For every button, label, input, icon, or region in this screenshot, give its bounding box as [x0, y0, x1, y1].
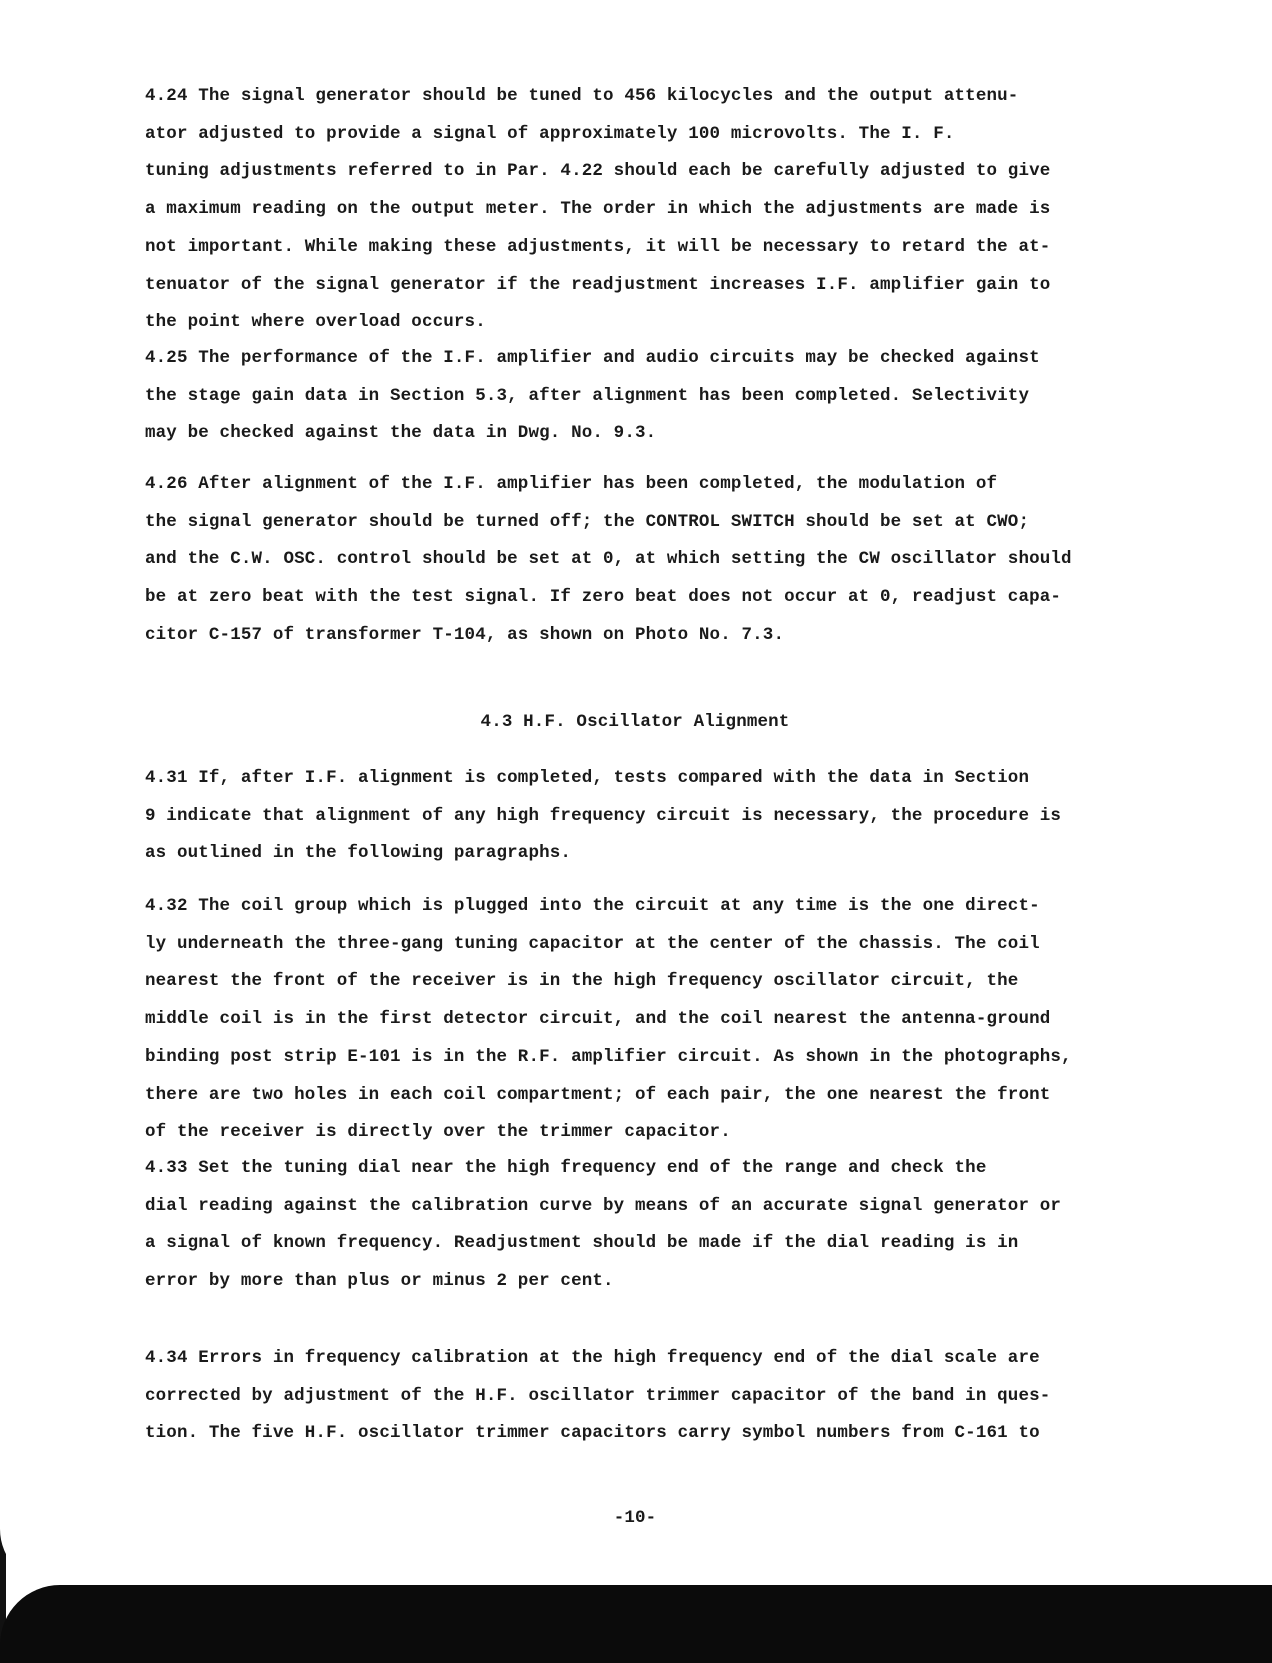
- scan-edge-bottom: [0, 1585, 1272, 1663]
- paragraph-4-25: 4.25 The performance of the I.F. amplifier and audio circuits may be checked against the stage gain data in Section 5.3, after alignment has been completed. Selectivity may be checked against the data in Dwg. No. 9.3.: [145, 348, 1040, 444]
- paragraph-4-24: 4.24 The signal generator should be tuned to 456 kilocycles and the output attenu- ator adjusted to provide a signal of approximately 100 microvolts. The I. F. tuning adjustments referred to in Par. 4.22 should each be carefully adjusted to give a maximum reading on the output meter. The order in which the adjustments are made is not important. While making these adjustments, it will be necessary to retard the at- tenuator of the signal generator if the readjustment increases I.F. amplifier gain to the point where overload occurs.: [145, 86, 1051, 333]
- paragraph-4-32: 4.32 The coil group which is plugged into the circuit at any time is the one direct- ly underneath the three-gang tuning capacitor at the center of the chassis. The coil nearest the front of the receiver is in the high frequency oscillator circuit, the middle coil is in the first detector circuit, and the coil nearest the antenna-ground binding post strip E-101 is in the R.F. amplifier circuit. As shown in the photographs, there are two holes in each coil compartment; of each pair, the one nearest the front of the receiver is directly over the trimmer capacitor.: [145, 896, 1072, 1143]
- paragraph-4-33: 4.33 Set the tuning dial near the high frequency end of the range and check the dial reading against the calibration curve by means of an accurate signal generator or a signal of known frequency. Readjustment should be made if the dial reading is in error by more than plus or minus 2 per cent.: [145, 1158, 1062, 1292]
- paragraph-4-34: 4.34 Errors in frequency calibration at the high frequency end of the dial scale are corrected by adjustment of the H.F. oscillator trimmer capacitor of the band in ques- tion. The five H.F. oscillator trimmer capacitors carry symbol numbers from C-161 to: [145, 1348, 1051, 1444]
- paragraph-4-26: 4.26 After alignment of the I.F. amplifier has been completed, the modulation of the signal generator should be turned off; the CONTROL SWITCH should be set at CWO; and the C.W. OSC. control should be set at 0, at which setting the CW oscillator should be at zero beat with the test signal. If zero beat does not occur at 0, readjust capa- citor C-157 of transformer T-104, as shown on Photo No. 7.3.: [145, 474, 1072, 645]
- paragraph-4-31: 4.31 If, after I.F. alignment is completed, tests compared with the data in Section 9 indicate that alignment of any high frequency circuit is necessary, the procedure is as outlined in the following paragraphs.: [145, 768, 1062, 864]
- section-heading: 4.3 H.F. Oscillator Alignment: [480, 712, 790, 732]
- page-number: -10-: [613, 1508, 657, 1528]
